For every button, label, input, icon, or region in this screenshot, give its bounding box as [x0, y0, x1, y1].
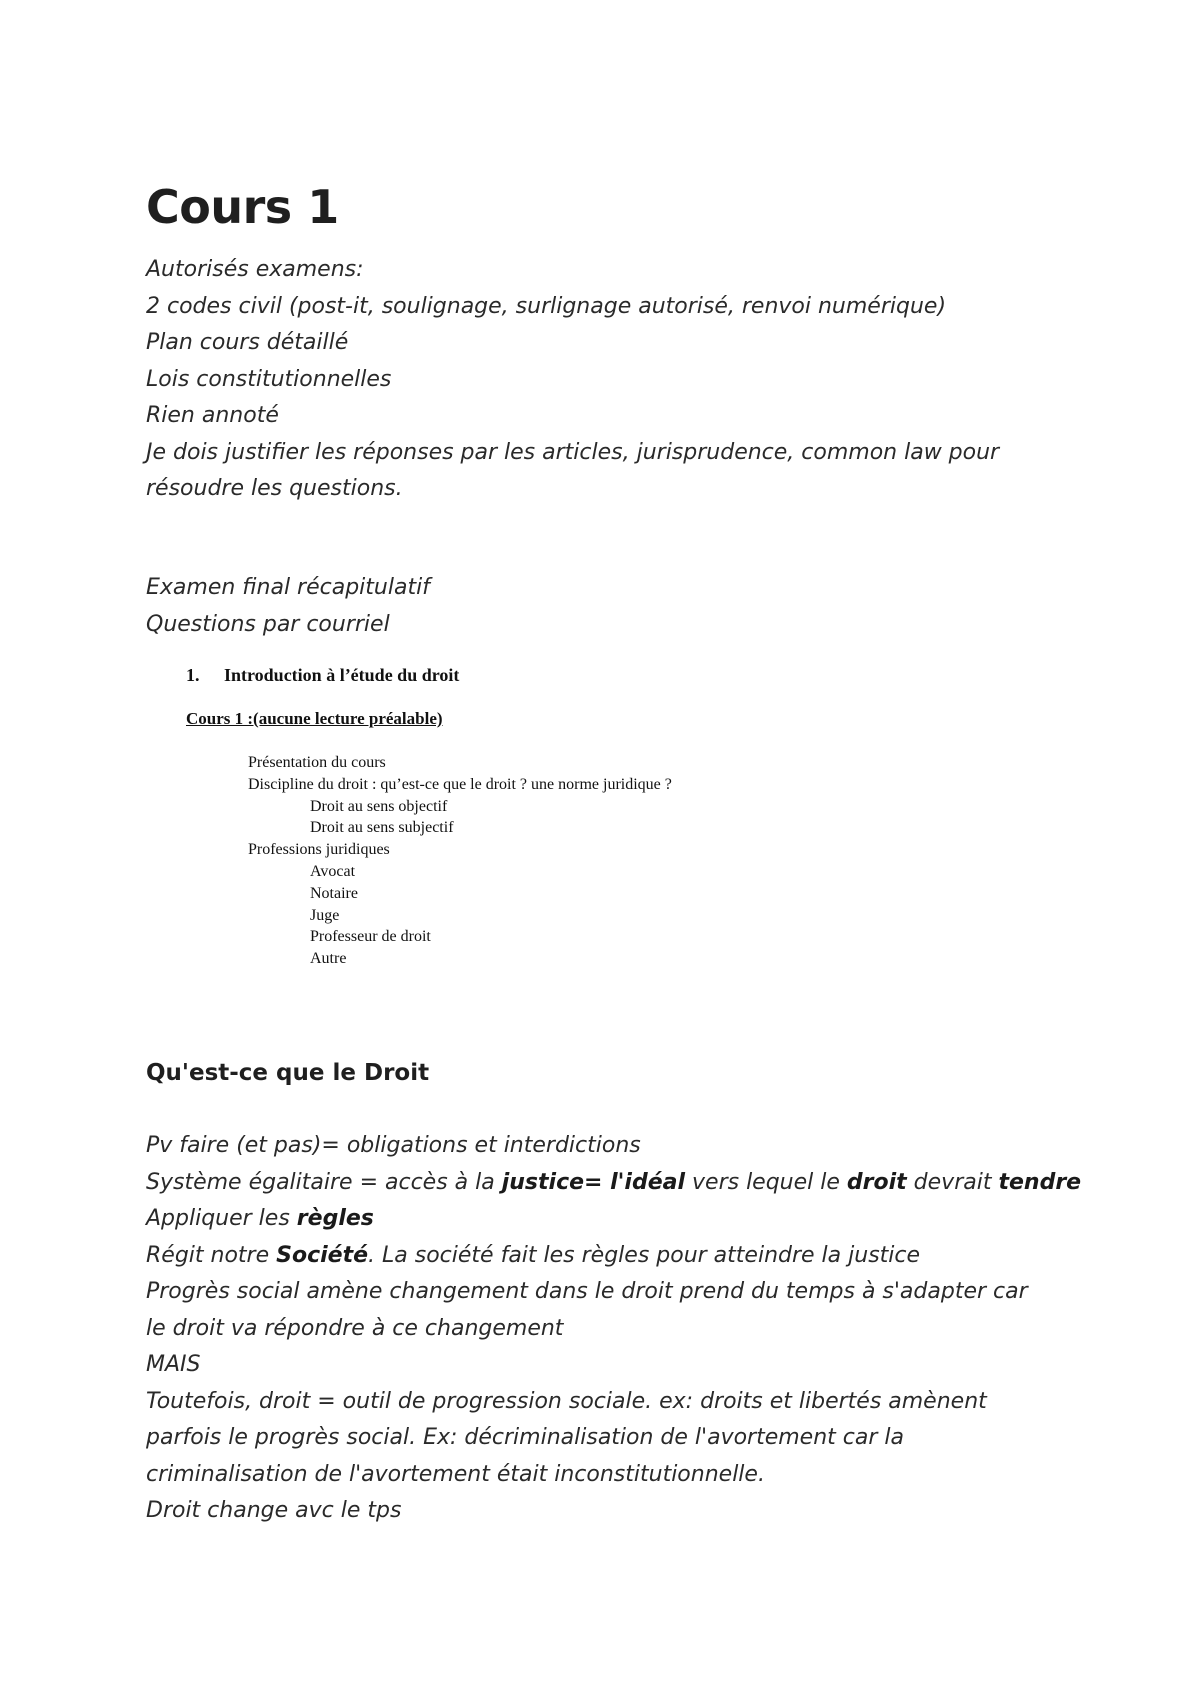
body-line: Progrès social amène changement dans le droit prend du temps à s'adapter car le droit va répondre à ce changement — [146, 1279, 1028, 1341]
text-run: Régit notre — [146, 1242, 277, 1268]
intro-line: Lois constitutionnelles — [146, 366, 392, 392]
body-line: Toutefois, droit = outil de progression sociale. ex: droits et libertés amènent parfois le progrès social. Ex: décriminalisation de l'avortement car la criminalisation de l'avortement était inconstitutionnelle. — [146, 1388, 987, 1487]
outline-heading-text: Introduction à l’étude du droit — [224, 665, 460, 685]
text-run: vers lequel le — [685, 1169, 847, 1195]
outline-heading-number: 1. — [186, 665, 200, 685]
section-title: Qu'est-ce que le Droit — [146, 1060, 430, 1086]
body-line — [146, 1201, 1066, 1238]
body-line: Droit change avc le tps — [146, 1498, 402, 1523]
outline-item: Professions juridiques — [248, 841, 390, 859]
body-line — [146, 1165, 1082, 1202]
text-run: . La société fait les règles pour atteindre la justice — [368, 1242, 921, 1268]
outline-list — [146, 752, 672, 970]
outline-subitem: Professeur de droit — [310, 928, 431, 946]
bold-term: justice= l'idéal — [501, 1169, 686, 1195]
text-run: Appliquer les — [146, 1206, 297, 1231]
outline-subitem: Notaire — [310, 884, 358, 902]
outline-subitem: Autre — [310, 950, 347, 968]
section-body — [146, 1128, 1082, 1530]
body-line: Pv faire (et pas)= obligations et interdictions — [146, 1133, 641, 1158]
intro-line: Je dois justifier les réponses par les articles, jurisprudence, common law pour résoudre les questions. — [146, 439, 1000, 501]
bold-term: Société — [276, 1242, 369, 1268]
intro-line: 2 codes civil (post-it, soulignage, surlignage autorisé, renvoi numérique) — [146, 293, 947, 319]
exam-line: Questions par courriel — [146, 611, 390, 637]
embedded-course-outline — [146, 655, 846, 975]
intro-line: Plan cours détaillé — [146, 330, 349, 355]
intro-block — [146, 252, 1066, 508]
bold-term: tendre — [998, 1169, 1082, 1195]
outline-heading — [186, 665, 459, 686]
outline-subitem: Droit au sens subjectif — [310, 819, 454, 837]
exam-block — [146, 570, 1066, 643]
body-line — [146, 1238, 1066, 1275]
bold-term: droit — [846, 1169, 907, 1195]
intro-line: Autorisés examens: — [146, 257, 364, 282]
outline-subitem: Juge — [310, 906, 340, 924]
intro-line: Rien annoté — [146, 403, 279, 428]
text-run: Système égalitaire = accès à la — [146, 1169, 502, 1195]
bold-term: règles — [296, 1206, 374, 1231]
outline-subheading: Cours 1 :(aucune lecture préalable) — [186, 709, 443, 728]
text-run: devrait — [906, 1169, 999, 1195]
outline-subitem: Avocat — [310, 862, 356, 880]
outline-item: Présentation du cours — [248, 754, 386, 771]
exam-line: Examen final récapitulatif — [146, 575, 430, 600]
page-title: Cours 1 — [146, 180, 339, 234]
outline-item: Discipline du droit : qu’est-ce que le droit ? une norme juridique ? — [248, 775, 672, 793]
body-line: MAIS — [146, 1352, 201, 1377]
outline-subitem: Droit au sens objectif — [310, 797, 448, 815]
